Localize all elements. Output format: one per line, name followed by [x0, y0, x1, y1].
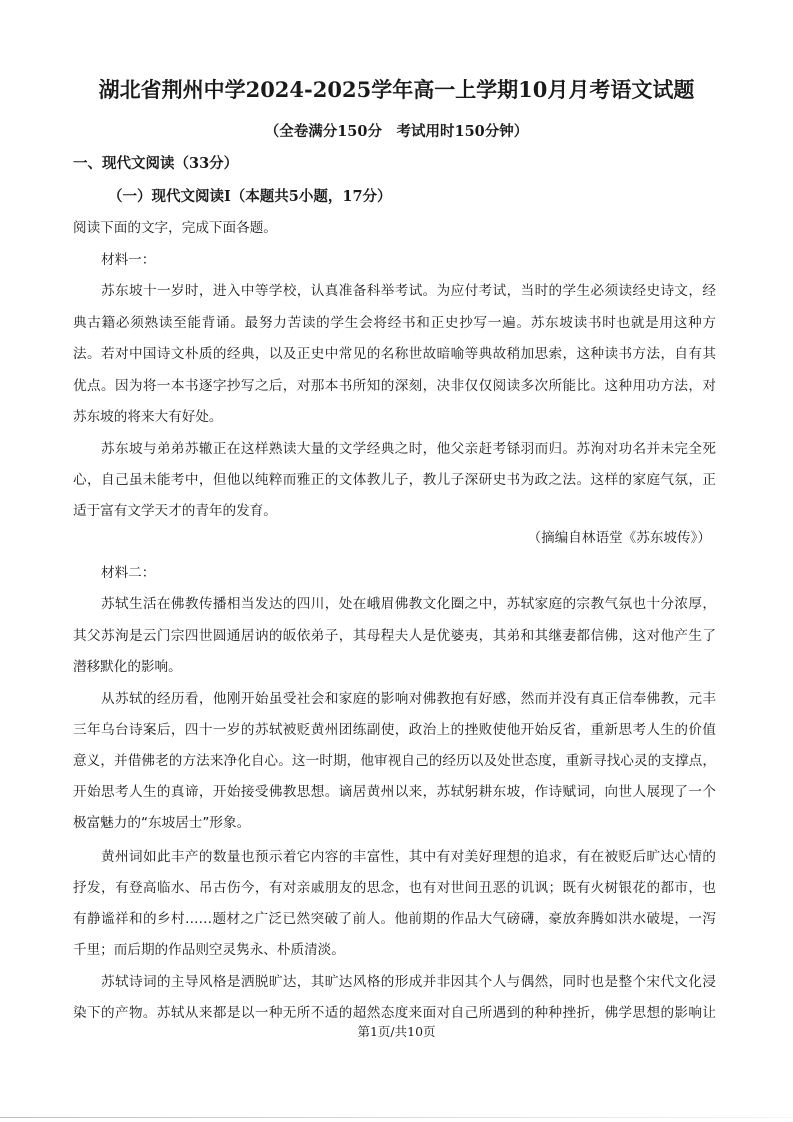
paragraph-line: 抒发，有登高临水、吊古伤今，有对亲戚朋友的思念，也有对世间丑恶的讥讽；既有火树银花的都市，也	[73, 880, 716, 896]
instruction-text: 阅读下面的文字，完成下面各题。	[73, 220, 277, 236]
paragraph-line: 苏轼诗词的主导风格是洒脱旷达，其旷达风格的形成并非因其个人与偶然，同时也是整个宋代文化浸	[101, 974, 716, 990]
paragraph-line: 心，自己虽未能考中，但他以纯粹而雅正的文体教儿子，教儿子深研史书为政之法。这样的家庭气氛，正	[73, 472, 716, 488]
paragraph-line: 苏东坡与弟弟苏辙正在这样熟读大量的文学经典之时，他父亲赶考铩羽而归。苏洵对功名并未完全死	[101, 441, 716, 457]
paragraph-line: 苏东坡的将来大有好处。	[73, 409, 223, 425]
paragraph-line: 苏轼生活在佛教传播相当发达的四川，处在峨眉佛教文化圈之中，苏轼家庭的宗教气氛也十分浓厚，	[101, 596, 716, 612]
paragraph-line: 典古籍必须熟读至能背诵。最努力苦读的学生会将经书和正史抄写一遍。苏东坡读书时也就是用这种方	[73, 315, 716, 331]
section-heading: 一、现代文阅读（33分）	[73, 155, 239, 172]
paragraph-line: 极富魅力的“东坡居士”形象。	[73, 815, 251, 831]
material1-source: （摘编自林语堂《苏东坡传》）	[527, 530, 711, 546]
paragraph-line: 法。若对中国诗文朴质的经典，以及正史中常见的名称世故暗喻等典故稍加思索，这种读书方法，自有其	[73, 346, 716, 362]
material1-label: 材料一：	[101, 252, 156, 268]
paragraph-line: 三年乌台诗案后，四十一岁的苏轼被贬黄州团练副使，政治上的挫败使他开始反省，重新思考人生的价值	[73, 722, 716, 738]
paragraph-line: 其父苏洵是云门宗四世圆通居讷的皈依弟子，其母程夫人是优婆夷，其弟和其继妻都信佛，这对他产生了	[73, 628, 716, 644]
paragraph-line: 开始思考人生的真谛，开始接受佛教思想。谪居黄州以来，苏轼躬耕东坡，作诗赋词，向世人展现了一个	[73, 784, 716, 800]
exam-subtitle: （全卷满分150分 考试用时150分钟）	[264, 123, 529, 140]
paragraph-line: 苏东坡十一岁时，进入中等学校，认真准备科举考试。为应付考试，当时的学生必须读经史诗文，经	[101, 283, 716, 299]
paragraph-line: 适于富有文学天才的青年的发育。	[73, 503, 277, 519]
paragraph-line: 意义，并借佛老的方法来净化自心。这一时期，他审视自己的经历以及处世态度，重新寻找心灵的支撑点，	[73, 753, 716, 769]
paragraph-line: 优点。因为将一本书逐字抄写之后，对那本书所知的深刻，决非仅仅阅读多次所能比。这种用功方法，对	[73, 378, 716, 394]
paragraph-line: 潜移默化的影响。	[73, 659, 182, 675]
paragraph-line: 黄州词如此丰产的数量也预示着它内容的丰富性，其中有对美好理想的追求，有在被贬后旷达心情的	[101, 849, 716, 865]
exam-title: 湖北省荆州中学2024-2025学年高一上学期10月月考语文试题	[98, 77, 695, 102]
paragraph-line: 染下的产物。苏轼从来都是以一种无所不适的超然态度来面对自己所遇到的种种挫折，佛学思想的影响让	[73, 1005, 716, 1021]
paragraph-line: 千里；而后期的作品则空灵隽永、朴质清淡。	[73, 942, 345, 958]
page-footer: 第1页/共10页	[357, 1024, 436, 1039]
page-bottom-divider	[0, 1117, 793, 1118]
material2-label: 材料二：	[101, 565, 156, 581]
paragraph-line: 从苏轼的经历看，他刚开始虽受社会和家庭的影响对佛教抱有好感，然而并没有真正信奉佛教，元丰	[101, 691, 716, 707]
paragraph-line: 有静谧祥和的乡村……题材之广泛已然突破了前人。他前期的作品大气磅礴，豪放奔腾如洪水破堤，一泻	[73, 911, 716, 927]
subsection-heading: （一）现代文阅读Ⅰ（本题共5小题，17分）	[108, 188, 392, 205]
